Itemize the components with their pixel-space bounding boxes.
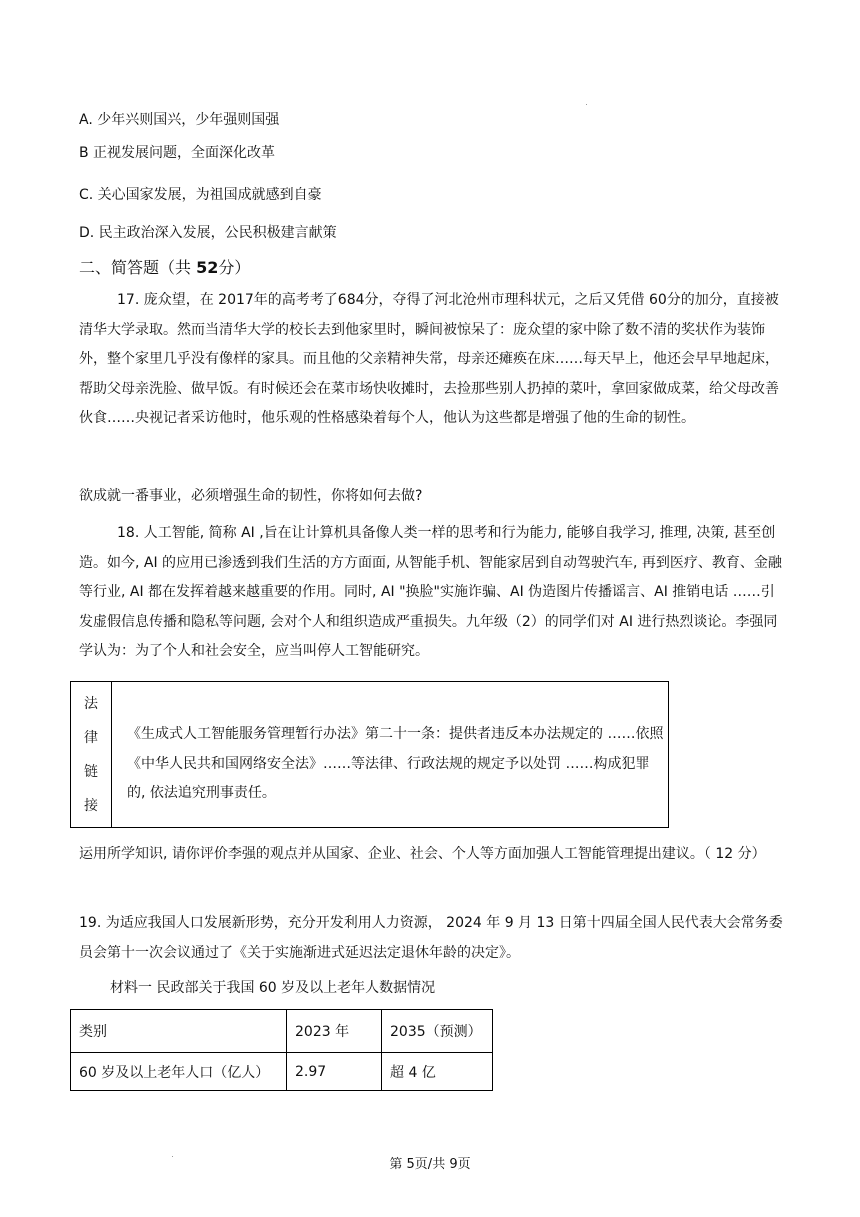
section-title-suffix: 分） — [218, 258, 251, 277]
table-header-cell: 2023 年 — [287, 1010, 382, 1053]
law-label-char: 律 — [84, 729, 98, 746]
question-17-prompt: 欲成就一番事业，必须增强生命的韧性，你将如何去做? — [79, 488, 423, 504]
scan-dot — [172, 1156, 173, 1157]
table-header-cell: 2035（预测） — [382, 1010, 493, 1053]
law-label-char: 法 — [84, 695, 98, 712]
question-18-text: 18. 人工智能, 简称 AI ,旨在让计算机具备像人类一样的思考和行为能力, 能够自我学习, 推理, 决策, 甚至创造。如今, AI 的应用已渗透到我们生活的方方面面, 从智能手机、智能家居到自动驾驶汽车, 再到医疗、教育、金融等行业, AI 都在发挥着越来越重要的作用。同时, AI "换脸"实施诈骗、AI 伪造图片传播谣言、AI 推销电话 ……引发虚假信息传播和隐私等问题, 会对个人和组织造成严重损失。九年级（2）的同学们对 AI 进行热烈谈论。李强同学认为：为了个人和社会安全，应当叫停人工智能研究。 — [79, 525, 782, 659]
option-a: A. 少年兴则国兴，少年强则国强 — [79, 112, 280, 128]
question-19-text: 19. 为适应我国人口发展新形势，充分开发利用人力资源， 2024 年 9 月 13 日第十四届全国人民代表大会常务委员会第十一次会议通过了《关于实施渐进式延迟法定退休年龄的决定》。 — [79, 915, 783, 961]
option-d: D. 民主政治深入发展，公民积极建言献策 — [79, 225, 337, 241]
section-heading — [79, 255, 250, 278]
law-link-label — [71, 682, 112, 827]
law-label-char: 链 — [84, 763, 98, 780]
table-row — [71, 1053, 493, 1091]
table-header-cell: 类别 — [71, 1010, 287, 1053]
material-title: 材料一 民政部关于我国 60 岁及以上老年人数据情况 — [110, 980, 436, 996]
law-label-char: 接 — [84, 797, 98, 814]
option-b: B 正视发展问题，全面深化改革 — [79, 145, 276, 161]
table-cell: 2.97 — [287, 1053, 382, 1091]
section-title-score: 52 — [196, 258, 219, 277]
table-header-row — [71, 1010, 493, 1053]
table-cell: 超 4 亿 — [382, 1053, 493, 1091]
scan-dot — [586, 104, 587, 105]
law-link-table — [70, 681, 669, 828]
elderly-data-table — [70, 1009, 493, 1091]
table-cell: 60 岁及以上老年人口（亿人） — [71, 1053, 287, 1091]
question-17-text: 17. 庞众望，在 2017年的高考考了684分，夺得了河北沧州市理科状元，之后又凭借 60分的加分，直接被清华大学录取。然而当清华大学的校长去到他家里时，瞬间被惊呆了：庞众望的家中除了数不清的奖状作为装饰外，整个家里几乎没有像样的家具。而且他的父亲精神失常，母亲还瘫痪在床……每天早上，他还会早早地起床，帮助父母亲洗脸、做早饭。有时候还会在菜市场快收摊时，去捡那些别人扔掉的菜叶，拿回家做成菜，给父母改善伙食……央视记者采访他时，他乐观的性格感染着每个人，他认为这些都是增强了他的生命的韧性。 — [79, 292, 779, 426]
page-footer: 第 5页/共 9页 — [389, 1157, 471, 1172]
option-c: C. 关心国家发展，为祖国成就感到自豪 — [79, 187, 322, 203]
question-18-prompt: 运用所学知识, 请你评价李强的观点并从国家、企业、社会、个人等方面加强人工智能管理提出建议。（ 12 分） — [79, 846, 766, 862]
law-link-content: 《生成式人工智能服务管理暂行办法》第二十一条：提供者违反本办法规定的 ……依照《中华人民共和国网络安全法》……等法律、行政法规的规定予以处罚 ……构成犯罪的, 依法追究刑事责任。 — [127, 726, 664, 801]
section-title-prefix: 二、简答题（共 — [79, 258, 197, 277]
